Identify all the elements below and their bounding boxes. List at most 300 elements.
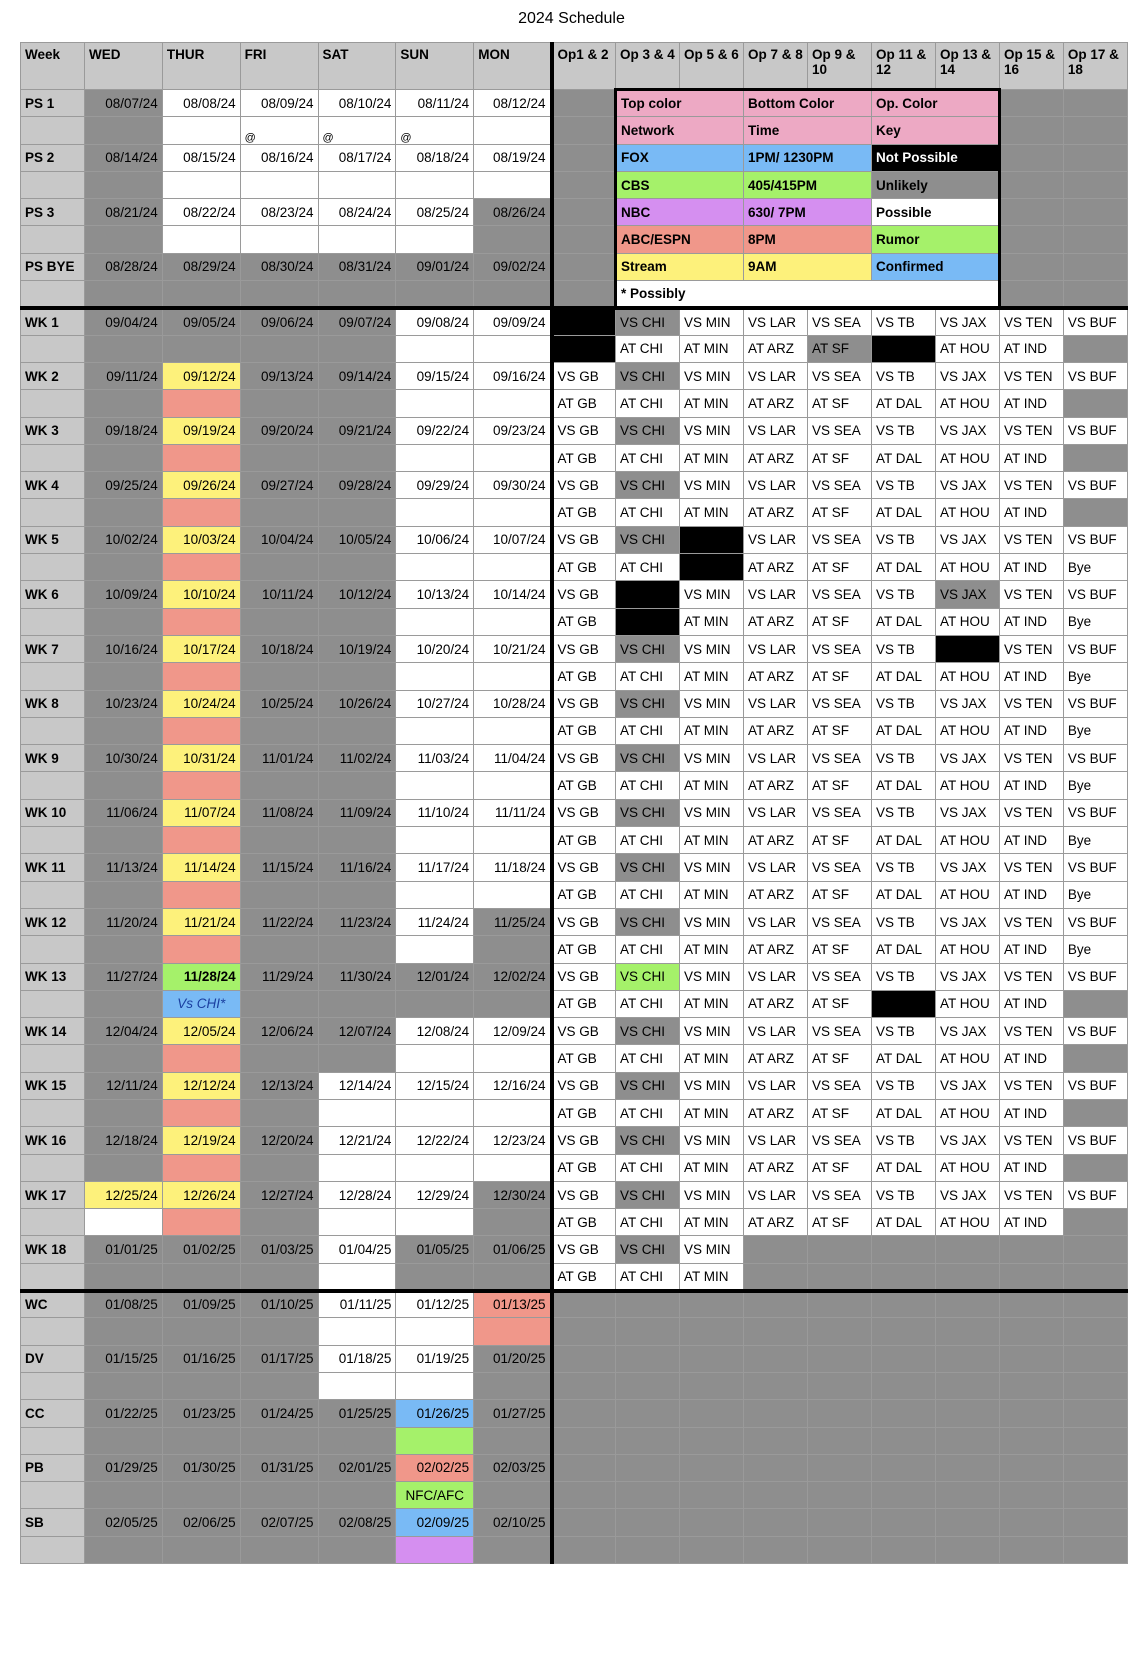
opponent-home-cell: VS JAX [935,1127,999,1154]
empty-cell [84,117,162,144]
empty-cell [240,990,318,1017]
date-cell: 09/06/24 [240,308,318,335]
date-cell: 12/05/24 [162,1018,240,1045]
date-cell: 09/20/24 [240,417,318,444]
opponent-away-cell: AT GB [552,1263,616,1290]
column-header: Op 7 & 8 [744,43,808,90]
empty-cell [807,1263,871,1290]
date-cell: 01/29/25 [84,1454,162,1481]
empty-cell [318,1372,396,1399]
opponent-home-cell: VS CHI [616,635,680,662]
opponent-home-cell: VS SEA [807,799,871,826]
date-cell: 09/14/24 [318,362,396,389]
opponent-away-cell: AT ARZ [744,881,808,908]
empty-cell [552,1509,616,1536]
empty-cell [318,444,396,471]
empty-cell [396,936,474,963]
date-cell: 10/03/24 [162,526,240,553]
opponent-away-cell: AT MIN [680,1263,744,1290]
date-cell: 11/15/24 [240,854,318,881]
opponent-home-cell: VS LAR [744,799,808,826]
empty-cell [240,1209,318,1236]
opponent-home-cell: VS LAR [744,854,808,881]
empty-cell [871,1372,935,1399]
empty-cell [318,1209,396,1236]
opponent-home-cell: VS JAX [935,854,999,881]
opponent-home-cell: VS TEN [999,417,1063,444]
opponent-home-cell: VS SEA [807,581,871,608]
table-row [21,308,1128,335]
opponent-away-cell: AT MIN [680,335,744,362]
date-cell: 01/02/25 [162,1236,240,1263]
date-cell: 10/23/24 [84,690,162,717]
empty-cell [999,1236,1063,1263]
date-cell: 09/25/24 [84,472,162,499]
empty-cell [1063,1236,1127,1263]
empty-cell [396,554,474,581]
opponent-home-cell: VS SEA [807,308,871,335]
legend-cell: Rumor [871,226,999,253]
empty-cell [935,1345,999,1372]
empty-cell [807,1482,871,1509]
opponent-home-cell: VS MIN [680,908,744,935]
empty-cell [807,1400,871,1427]
table-row [21,1482,1128,1509]
opponent-home-cell: VS MIN [680,1072,744,1099]
empty-cell [240,281,318,308]
opponent-home-cell: VS BUF [1063,1018,1127,1045]
column-header: Op 11 & 12 [871,43,935,90]
empty-cell [21,881,85,908]
empty-cell [935,1291,999,1318]
table-row [21,827,1128,854]
empty-cell [318,390,396,417]
empty-cell [552,1291,616,1318]
empty-cell [552,1454,616,1481]
empty-cell [318,554,396,581]
empty-cell [240,171,318,198]
date-cell: 11/28/24 [162,963,240,990]
empty-cell [474,1318,552,1345]
date-cell: 12/29/24 [396,1181,474,1208]
table-row [21,526,1128,553]
opponent-away-cell: AT SF [807,444,871,471]
empty-cell [474,171,552,198]
table-row [21,171,1128,198]
opponent-home-cell: VS BUF [1063,799,1127,826]
empty-cell [552,281,616,308]
opponent-away-cell: AT ARZ [744,772,808,799]
empty-cell [240,717,318,744]
opponent-away-cell: AT CHI [616,990,680,1017]
opponent-home-cell: VS TB [871,417,935,444]
table-row [21,745,1128,772]
week-label: PS 3 [21,199,85,226]
opponent-away-cell: AT SF [807,390,871,417]
week-label: CC [21,1400,85,1427]
empty-cell [396,1318,474,1345]
opponent-home-cell: VS JAX [935,1072,999,1099]
table-row [21,1072,1128,1099]
date-cell: 01/27/25 [474,1400,552,1427]
table-row [21,226,1128,253]
opponent-home-cell: VS CHI [616,908,680,935]
table-row [21,335,1128,362]
week-label: WK 14 [21,1018,85,1045]
empty-cell [21,335,85,362]
empty-cell [84,881,162,908]
opponent-home-cell: VS TEN [999,1181,1063,1208]
opponent-away-cell: AT ARZ [744,1045,808,1072]
column-header: Op 15 & 16 [999,43,1063,90]
empty-cell [807,1291,871,1318]
date-cell: 08/26/24 [474,199,552,226]
date-cell: 01/05/25 [396,1236,474,1263]
empty-cell [162,390,240,417]
date-cell: 11/10/24 [396,799,474,826]
date-cell: 12/25/24 [84,1181,162,1208]
date-cell: 01/17/25 [240,1345,318,1372]
empty-cell [396,1154,474,1181]
empty-cell [84,663,162,690]
empty-cell [999,117,1063,144]
date-cell: 01/20/25 [474,1345,552,1372]
date-cell: 10/20/24 [396,635,474,662]
opponent-away-cell: AT MIN [680,717,744,744]
week-label: WK 2 [21,362,85,389]
table-row [21,772,1128,799]
date-cell: 12/11/24 [84,1072,162,1099]
opponent-home-cell: VS TB [871,908,935,935]
date-cell: 12/01/24 [396,963,474,990]
empty-cell [1063,1400,1127,1427]
empty-cell [616,1291,680,1318]
empty-cell [680,1400,744,1427]
empty-cell [935,1318,999,1345]
date-cell: 11/03/24 [396,745,474,772]
empty-cell [162,226,240,253]
opponent-away-cell: AT CHI [616,881,680,908]
empty-cell [318,1099,396,1126]
date-cell: 08/30/24 [240,253,318,280]
opponent-away-cell: AT HOU [935,717,999,744]
empty-cell [744,1427,808,1454]
table-row [21,253,1128,280]
empty-cell [680,1482,744,1509]
opponent-home-cell: VS JAX [935,581,999,608]
empty-cell [807,1427,871,1454]
opponent-home-cell: VS TEN [999,362,1063,389]
empty-cell [474,554,552,581]
opponent-away-cell: AT CHI [616,1099,680,1126]
empty-cell [21,936,85,963]
empty-cell [1063,990,1127,1017]
table-row [21,1427,1128,1454]
opponent-home-cell: VS JAX [935,1018,999,1045]
date-cell: 12/15/24 [396,1072,474,1099]
empty-cell [396,990,474,1017]
legend-note: * Possibly [616,281,1000,308]
opponent-home-cell: VS GB [552,362,616,389]
date-cell: 11/18/24 [474,854,552,881]
empty-cell [744,1454,808,1481]
empty-cell [396,827,474,854]
opponent-home-cell: VS SEA [807,963,871,990]
week-label: WC [21,1291,85,1318]
empty-cell [999,144,1063,171]
opponent-home-cell: VS BUF [1063,362,1127,389]
table-row [21,1263,1128,1290]
date-cell: 09/23/24 [474,417,552,444]
empty-cell [1063,171,1127,198]
week-label: WK 1 [21,308,85,335]
empty-cell [552,308,616,335]
opponent-away-cell: AT GB [552,1209,616,1236]
empty-cell [1063,144,1127,171]
empty-cell [84,1154,162,1181]
empty-cell [474,117,552,144]
table-row [21,144,1128,171]
empty-cell [1063,199,1127,226]
empty-cell [474,608,552,635]
empty-cell [318,1045,396,1072]
empty-cell [807,1509,871,1536]
table-row [21,554,1128,581]
empty-cell [474,1536,552,1563]
empty-cell [1063,390,1127,417]
empty-cell [999,1400,1063,1427]
table-row [21,1236,1128,1263]
opponent-away-cell: AT GB [552,827,616,854]
opponent-home-cell: VS TB [871,745,935,772]
empty-cell [21,554,85,581]
date-cell: 10/04/24 [240,526,318,553]
empty-cell [552,1427,616,1454]
empty-cell [1063,1045,1127,1072]
empty-cell [84,281,162,308]
empty-cell [162,936,240,963]
empty-cell [1063,253,1127,280]
week-label: PS 2 [21,144,85,171]
table-row [21,908,1128,935]
empty-cell [21,1427,85,1454]
opponent-away-cell: AT IND [999,1154,1063,1181]
date-cell: 10/12/24 [318,581,396,608]
bye-cell: Bye [1063,717,1127,744]
empty-cell [871,990,935,1017]
empty-cell [21,1209,85,1236]
opponent-home-cell: VS BUF [1063,690,1127,717]
date-cell: 12/12/24 [162,1072,240,1099]
opponent-home-cell: VS LAR [744,472,808,499]
opponent-home-cell: VS GB [552,526,616,553]
date-cell: 09/16/24 [474,362,552,389]
empty-cell [21,1263,85,1290]
date-cell: 10/16/24 [84,635,162,662]
opponent-home-cell: VS JAX [935,799,999,826]
empty-cell [21,827,85,854]
date-cell: 08/29/24 [162,253,240,280]
empty-cell [84,936,162,963]
legend-cell: 1PM/ 1230PM [744,144,872,171]
legend-cell: Unlikely [871,171,999,198]
table-row [21,581,1128,608]
opponent-away-cell: AT CHI [616,499,680,526]
opponent-home-cell: VS GB [552,1181,616,1208]
legend-cell: 405/415PM [744,171,872,198]
legend-cell: Bottom Color [744,90,872,117]
date-cell: 10/26/24 [318,690,396,717]
opponent-away-cell: AT IND [999,335,1063,362]
date-cell: 09/09/24 [474,308,552,335]
date-cell: 10/30/24 [84,745,162,772]
date-cell: 08/28/24 [84,253,162,280]
table-row [21,90,1128,117]
opponent-away-cell: AT CHI [616,827,680,854]
opponent-home-cell: VS LAR [744,908,808,935]
empty-cell [84,226,162,253]
date-cell: 02/05/25 [84,1509,162,1536]
opponent-home-cell: VS CHI [616,308,680,335]
empty-cell [616,1400,680,1427]
date-cell: 01/01/25 [84,1236,162,1263]
note-cell: Vs CHI* [162,990,240,1017]
week-label: WK 3 [21,417,85,444]
opponent-home-cell: VS JAX [935,745,999,772]
date-cell: 09/08/24 [396,308,474,335]
opponent-away-cell: AT GB [552,1154,616,1181]
date-cell: 09/26/24 [162,472,240,499]
date-cell: 11/02/24 [318,745,396,772]
empty-cell [318,881,396,908]
opponent-away-cell: AT SF [807,990,871,1017]
date-cell: 11/16/24 [318,854,396,881]
date-cell: 10/13/24 [396,581,474,608]
empty-cell [1063,1318,1127,1345]
empty-cell [240,1154,318,1181]
opponent-away-cell: AT GB [552,717,616,744]
empty-cell [999,1536,1063,1563]
opponent-away-cell: AT CHI [616,444,680,471]
opponent-home-cell: VS JAX [935,308,999,335]
opponent-home-cell: VS GB [552,1127,616,1154]
empty-cell [240,608,318,635]
empty-cell [162,171,240,198]
opponent-home-cell: VS GB [552,581,616,608]
empty-cell [552,117,616,144]
empty-cell [871,1454,935,1481]
empty-cell [396,281,474,308]
opponent-away-cell: AT HOU [935,608,999,635]
opponent-away-cell: AT CHI [616,663,680,690]
opponent-home-cell: VS CHI [616,854,680,881]
opponent-home-cell: VS SEA [807,1072,871,1099]
opponent-home-cell: VS MIN [680,472,744,499]
opponent-away-cell: AT DAL [871,608,935,635]
opponent-home-cell: VS MIN [680,690,744,717]
opponent-home-cell: VS GB [552,1072,616,1099]
week-label: WK 11 [21,854,85,881]
opponent-home-cell: VS GB [552,1018,616,1045]
bye-cell: Bye [1063,608,1127,635]
date-cell: 10/14/24 [474,581,552,608]
date-cell: 11/01/24 [240,745,318,772]
column-header: Op1 & 2 [552,43,616,90]
column-header: SAT [318,43,396,90]
table-row [21,1181,1128,1208]
opponent-home-cell: VS TB [871,581,935,608]
date-cell: 10/10/24 [162,581,240,608]
empty-cell [871,1236,935,1263]
opponent-home-cell: VS SEA [807,1127,871,1154]
opponent-home-cell: VS LAR [744,963,808,990]
legend-cell: CBS [616,171,744,198]
date-cell: 12/22/24 [396,1127,474,1154]
date-cell: 02/10/25 [474,1509,552,1536]
date-cell: 08/07/24 [84,90,162,117]
opponent-home-cell: VS TB [871,1018,935,1045]
opponent-away-cell: AT IND [999,554,1063,581]
opponent-home-cell: VS MIN [680,1127,744,1154]
opponent-away-cell: AT IND [999,936,1063,963]
empty-cell [474,1154,552,1181]
empty-cell [84,1318,162,1345]
date-cell: 10/28/24 [474,690,552,717]
table-row [21,1099,1128,1126]
empty-cell [1063,1509,1127,1536]
table-row [21,417,1128,444]
empty-cell [999,226,1063,253]
date-cell: 08/14/24 [84,144,162,171]
empty-cell [474,1263,552,1290]
table-row [21,281,1128,308]
opponent-away-cell: AT HOU [935,881,999,908]
empty-cell [999,1291,1063,1318]
date-cell: 01/30/25 [162,1454,240,1481]
column-header: Op 17 & 18 [1063,43,1127,90]
empty-cell [744,1400,808,1427]
empty-cell [396,444,474,471]
opponent-home-cell: VS CHI [616,745,680,772]
opponent-away-cell: AT IND [999,1099,1063,1126]
empty-cell [21,1154,85,1181]
opponent-away-cell: AT IND [999,390,1063,417]
opponent-home-cell: VS GB [552,472,616,499]
table-row [21,499,1128,526]
opponent-home-cell: VS SEA [807,745,871,772]
empty-cell [999,1482,1063,1509]
empty-cell [474,827,552,854]
opponent-away-cell: AT HOU [935,1099,999,1126]
date-cell: 12/28/24 [318,1181,396,1208]
opponent-away-cell: AT MIN [680,936,744,963]
empty-cell [474,1482,552,1509]
legend-cell: Network [616,117,744,144]
date-cell: 11/21/24 [162,908,240,935]
opponent-away-cell: AT GB [552,608,616,635]
opponent-home-cell: VS CHI [616,1127,680,1154]
opponent-home-cell: VS TEN [999,635,1063,662]
opponent-home-cell: VS CHI [616,526,680,553]
empty-cell [1063,1291,1127,1318]
opponent-away-cell: AT GB [552,390,616,417]
date-cell: 10/07/24 [474,526,552,553]
opponent-home-cell: VS CHI [616,1072,680,1099]
date-cell: 11/13/24 [84,854,162,881]
empty-cell [616,581,680,608]
table-row [21,1454,1128,1481]
opponent-away-cell: AT DAL [871,663,935,690]
